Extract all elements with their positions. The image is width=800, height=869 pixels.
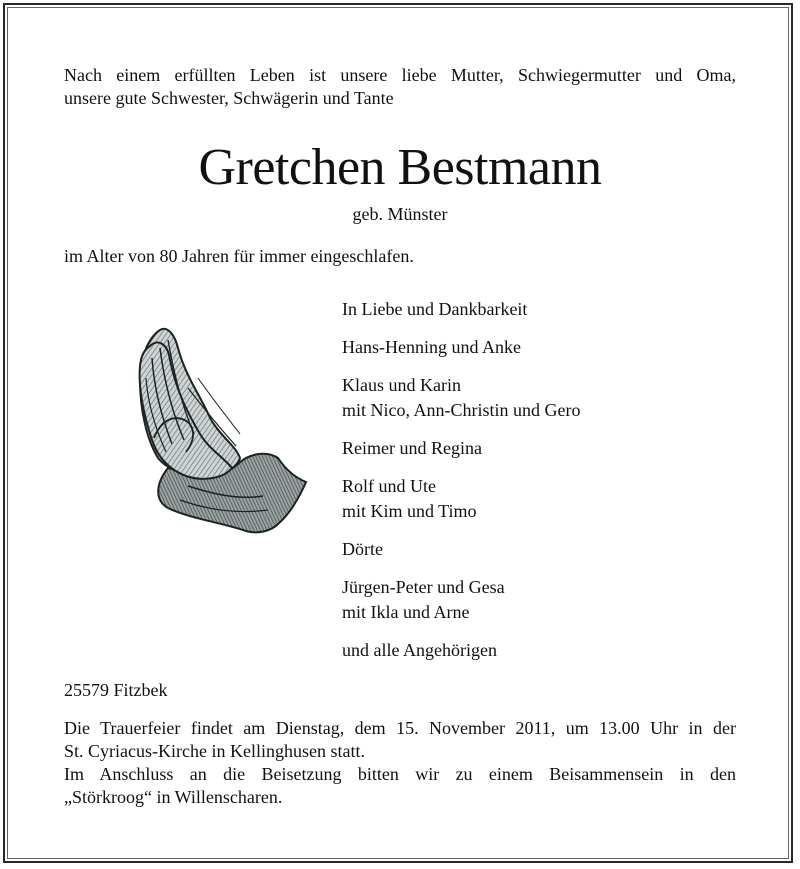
- maiden-name: geb. Münster: [352, 204, 448, 224]
- mourner-group: [342, 297, 580, 322]
- mourner-group: [342, 575, 580, 625]
- mourner-group: [342, 537, 580, 562]
- mourner-group: [342, 474, 580, 524]
- service-info: [64, 717, 736, 809]
- place-line: 25579 Fitzbek: [64, 680, 168, 700]
- service-line-2: St. Cyriacus-Kirche in Kellinghusen statt.: [64, 741, 365, 761]
- praying-hands-icon: [128, 318, 308, 540]
- mourner-line: mit Ikla und Arne: [342, 602, 470, 622]
- mourner-group: [342, 436, 580, 461]
- intro-text: [64, 64, 736, 110]
- mourner-group: [342, 373, 580, 423]
- mourner-line: Dörte: [342, 539, 383, 559]
- deceased-name: Gretchen Bestmann: [198, 139, 602, 196]
- mourner-line: Rolf und Ute: [342, 476, 436, 496]
- intro-line-2: unsere gute Schwester, Schwägerin und Tante: [64, 88, 394, 108]
- age-line: im Alter von 80 Jahren für immer eingeschlafen.: [64, 246, 414, 266]
- service-line-1: Die Trauerfeier findet am Dienstag, dem 15. November 2011, um 13.00 Uhr in der: [64, 718, 736, 738]
- mourner-line: In Liebe und Dankbarkeit: [342, 299, 528, 319]
- mourners-list: [342, 297, 580, 663]
- mourner-line: mit Kim und Timo: [342, 501, 477, 521]
- service-line-4: „Störkroog“ in Willenscharen.: [64, 787, 283, 807]
- mourner-line: mit Nico, Ann-Christin und Gero: [342, 400, 581, 420]
- intro-line-1: Nach einem erfüllten Leben ist unsere liebe Mutter, Schwiegermutter und Oma,: [64, 65, 736, 85]
- mourner-line: Hans-Henning und Anke: [342, 337, 521, 357]
- mourner-group: [342, 638, 580, 663]
- mourner-line: Reimer und Regina: [342, 438, 482, 458]
- mourner-line: und alle Angehörigen: [342, 640, 497, 660]
- mourner-line: Jürgen-Peter und Gesa: [342, 577, 505, 597]
- service-line-3: Im Anschluss an die Beisetzung bitten wir zu einem Beisammensein in den: [64, 764, 736, 784]
- mourner-group: [342, 335, 580, 360]
- mourner-line: Klaus und Karin: [342, 375, 461, 395]
